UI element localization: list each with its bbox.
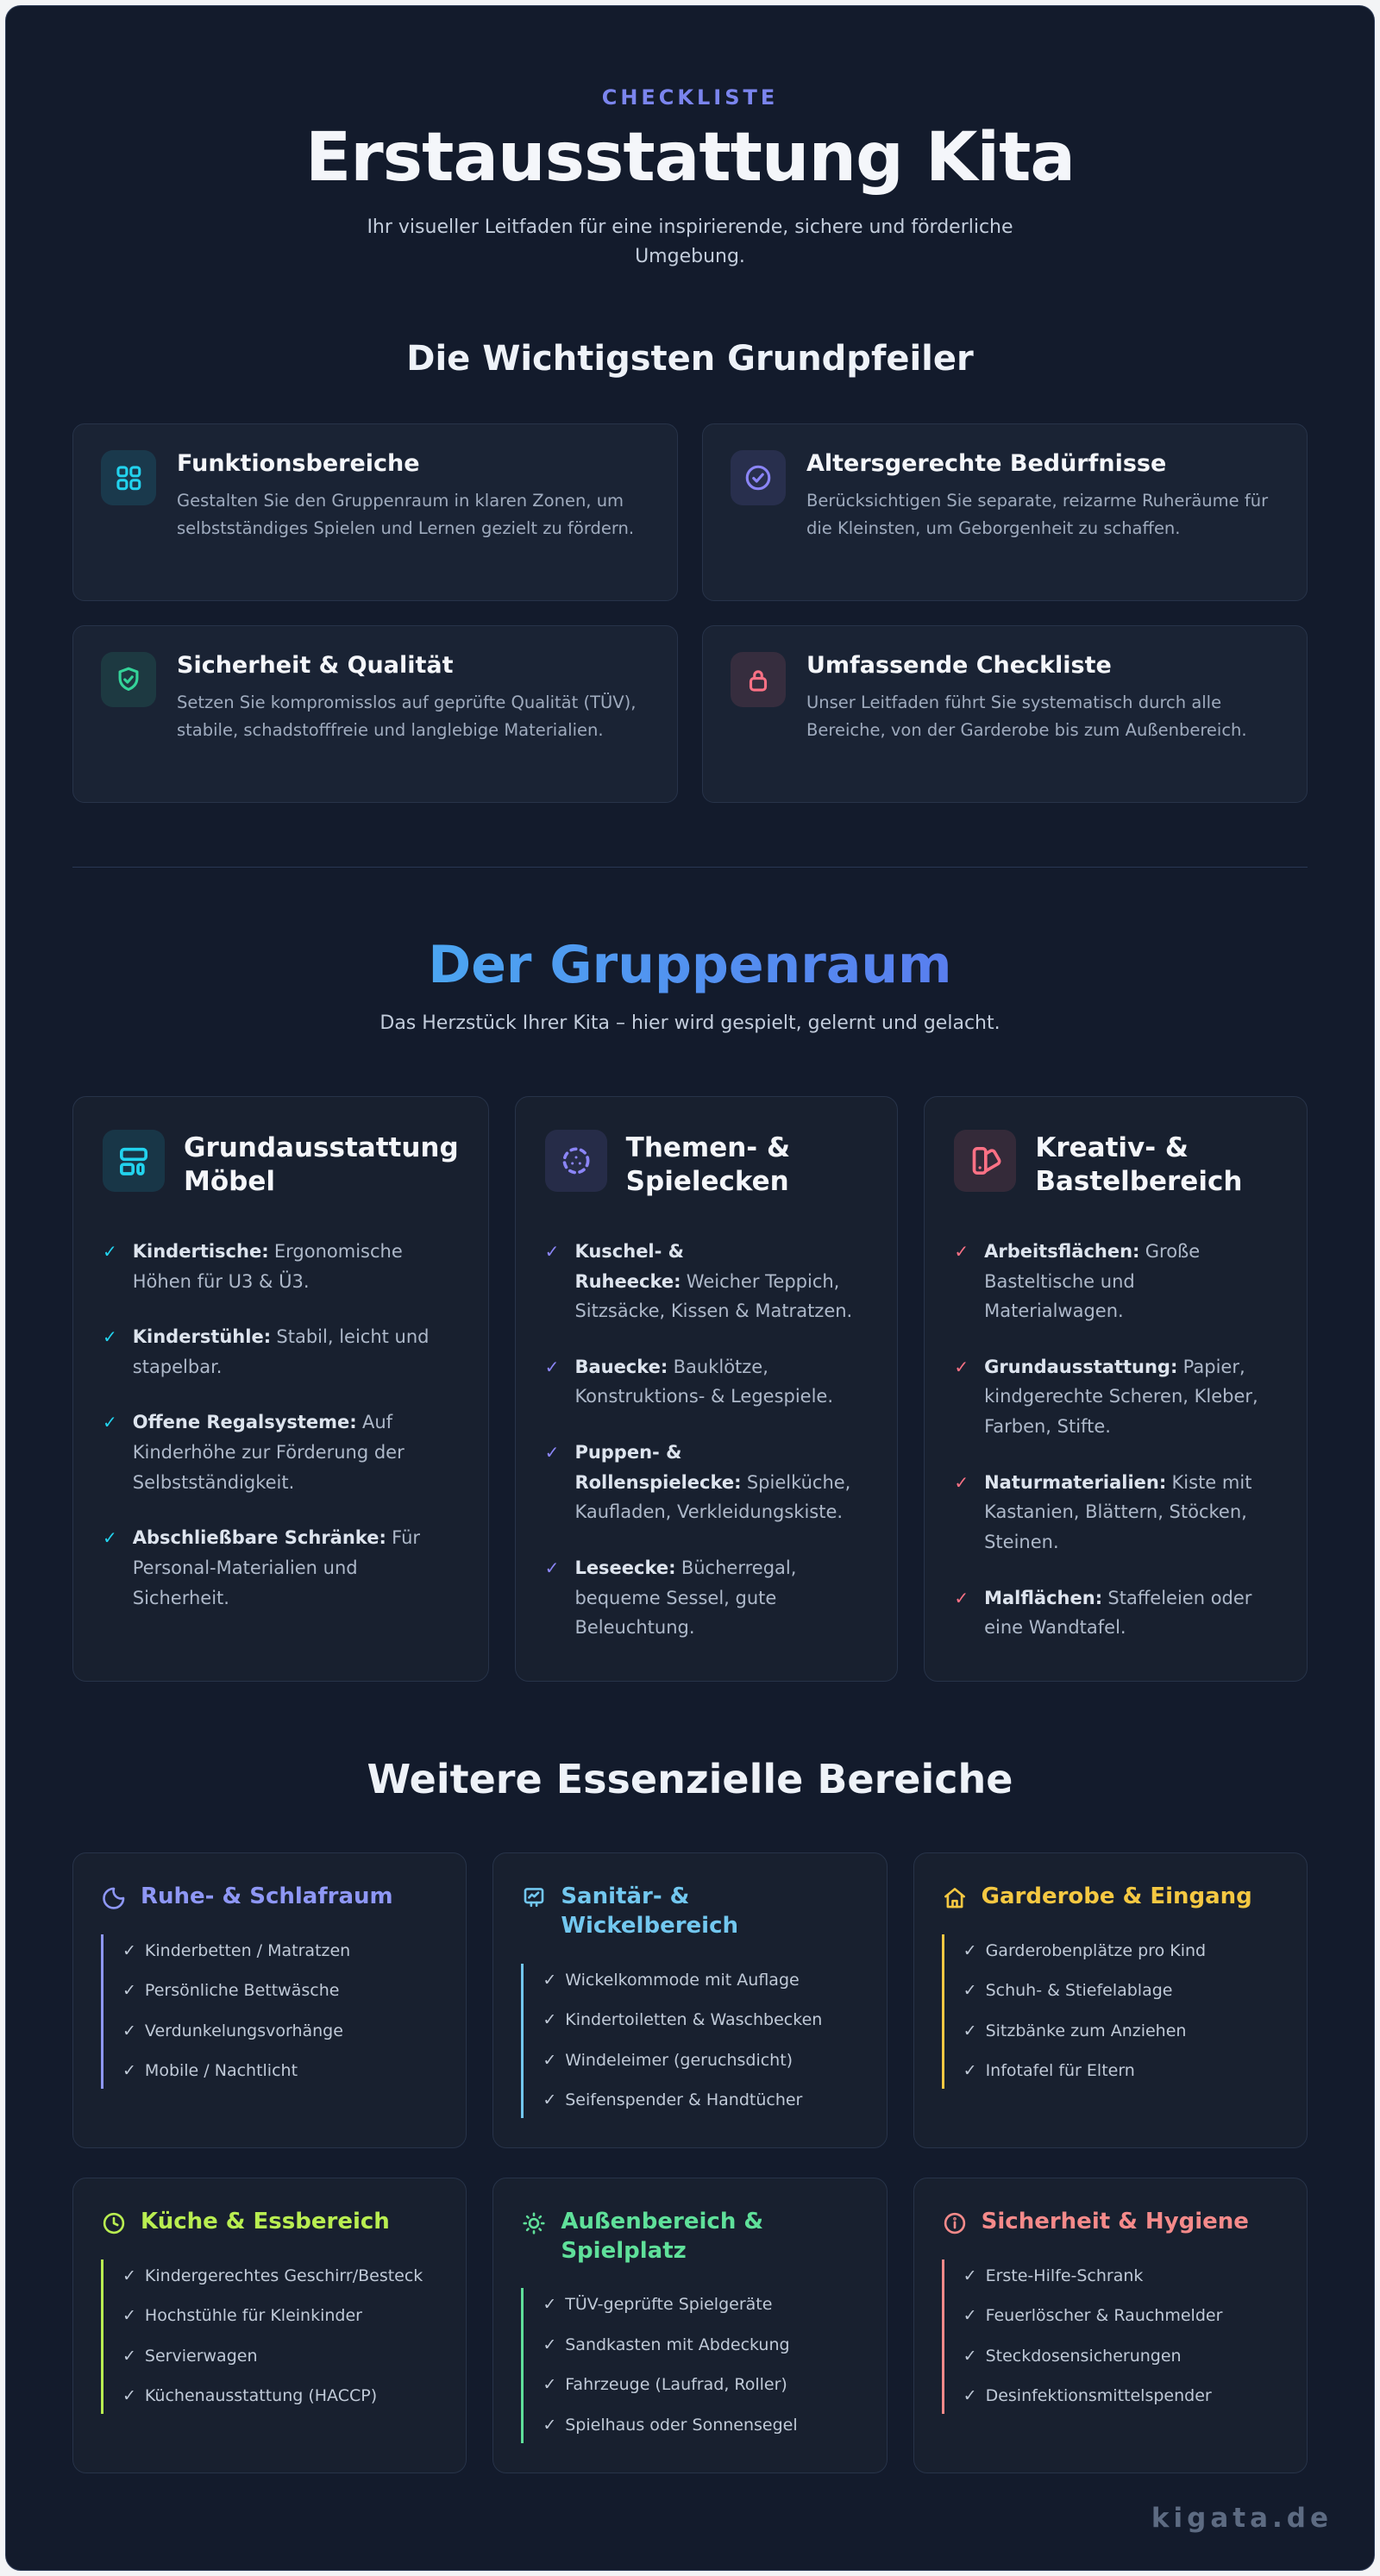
pillar-title: Umfassende Checkliste [806, 652, 1112, 680]
check-icon: ✓ [963, 2306, 977, 2326]
check-icon: ✓ [963, 1981, 977, 2001]
list-item: ✓ Abschließbare Schränke: Für Personal-Materialien und Sicherheit. [103, 1523, 459, 1613]
check-icon: ✓ [103, 1412, 117, 1433]
furniture-icon [103, 1130, 165, 1192]
check-icon: ✓ [122, 1940, 136, 1960]
list-item: ✓ Grundausstattung: Papier, kindgerechte Scheren, Kleber, Farben, Stifte. [954, 1352, 1277, 1442]
bereich-card-wickelbereich [492, 1852, 887, 2148]
check-icon: ✓ [954, 1471, 969, 1493]
checklist-item: ✓ Schuh- & Stiefelablage [963, 1981, 1173, 2001]
checklist-item: ✓ Infotafel für Eltern [963, 2061, 1135, 2081]
checklist-item: ✓ TÜV-geprüfte Spielgeräte [543, 2295, 773, 2315]
check-icon: ✓ [122, 2346, 136, 2366]
gruppenraum-grid [72, 1096, 1308, 1682]
list-item: ✓ Naturmaterialien: Kiste mit Kastanien, Blättern, Stöcken, Steinen. [954, 1468, 1277, 1558]
presentation-chart-icon [521, 1885, 547, 1911]
column-title: Themen- & Spielecken [625, 1132, 791, 1198]
bereich-card-schlafraum [72, 1852, 467, 2148]
page-title: Erstausstattung Kita [304, 119, 1076, 197]
check-icon: ✓ [103, 1527, 117, 1549]
pillar-card-checkliste [702, 625, 1308, 803]
section-heading-grundpfeiler: Die Wichtigsten Grundpfeiler [406, 339, 974, 379]
checklist-item: ✓ Hochstühle für Kleinkinder [122, 2306, 362, 2326]
home-icon [942, 1885, 968, 1911]
check-icon: ✓ [963, 2386, 977, 2406]
grid-icon [101, 450, 156, 505]
list-item: ✓ Leseecke: Bücherregal, bequeme Sessel, gute Beleuchtung. [545, 1553, 869, 1643]
list-item: ✓ Arbeitsflächen: Große Basteltische und Materialwagen. [954, 1237, 1277, 1326]
checklist-item: ✓ Küchenausstattung (HACCP) [122, 2386, 378, 2406]
pillar-text: Gestalten Sie den Gruppenraum in klaren Zonen, um selbstständiges Spielen und Lernen gezielt zu fördern. [177, 491, 635, 538]
check-icon: ✓ [963, 2061, 977, 2081]
check-icon: ✓ [954, 1356, 969, 1377]
bereich-card-hygiene [913, 2178, 1308, 2473]
check-icon: ✓ [543, 2090, 557, 2110]
list-item: ✓ Malflächen: Staffeleien oder eine Wandtafel. [954, 1583, 1277, 1643]
checklist-item: ✓ Seifenspender & Handtücher [543, 2090, 803, 2110]
check-icon: ✓ [103, 1240, 117, 1262]
list-item: ✓ Kuschel- & Ruheecke: Weicher Teppich, Sitzsäcke, Kissen & Matratzen. [545, 1237, 869, 1326]
check-icon: ✓ [122, 2061, 136, 2081]
footer-brand: kigata.de [1151, 2502, 1333, 2534]
lock-icon [731, 652, 786, 707]
check-icon: ✓ [122, 2386, 136, 2406]
check-icon: ✓ [543, 2050, 557, 2070]
check-icon: ✓ [963, 1940, 977, 1960]
check-icon: ✓ [544, 1240, 560, 1262]
bereich-title: Garderobe & Eingang [981, 1883, 1252, 1909]
check-icon: ✓ [103, 1326, 117, 1348]
pillar-title: Funktionsbereiche [177, 450, 420, 478]
list-item: ✓ Bauecke: Bauklötze, Konstruktions- & Legespiele. [545, 1352, 869, 1412]
page-subtitle: Ihr visueller Leitfaden für eine inspirierende, sichere und förderliche Umgebung. [367, 216, 1013, 268]
check-icon: ✓ [963, 2021, 977, 2040]
check-icon: ✓ [543, 1970, 557, 1990]
pillar-card-beduerfnisse [702, 423, 1308, 601]
check-icon: ✓ [954, 1240, 969, 1262]
check-icon: ✓ [543, 2375, 557, 2395]
bereich-title: Sicherheit & Hygiene [981, 2208, 1249, 2234]
check-icon: ✓ [122, 2266, 136, 2285]
checklist-item: ✓ Wickelkommode mit Auflage [543, 1970, 800, 1990]
check-icon: ✓ [543, 2335, 557, 2354]
info-icon [942, 2210, 968, 2236]
checklist-item: ✓ Verdunkelungsvorhänge [122, 2021, 343, 2040]
check-icon: ✓ [122, 2306, 136, 2326]
checklist-item: ✓ Kindertoiletten & Waschbecken [543, 2010, 823, 2030]
list-item: ✓ Kindertische: Ergonomische Höhen für U3 & Ü3. [103, 1237, 459, 1296]
section-heading-gruppenraum: Der Gruppenraum [72, 935, 1308, 995]
list-item: ✓ Kinderstühle: Stabil, leicht und stapelbar. [103, 1322, 459, 1382]
checklist-item: ✓ Windeleimer (geruchsdicht) [543, 2050, 794, 2070]
infographic-panel [5, 5, 1375, 2571]
sun-icon [521, 2210, 547, 2236]
check-icon: ✓ [954, 1587, 969, 1608]
gruppenraum-subtitle: Das Herzstück Ihrer Kita – hier wird gespielt, gelernt und gelacht. [380, 1012, 1000, 1035]
check-icon: ✓ [963, 2346, 977, 2366]
bereich-title: Sanitär- & Wickelbereich [561, 1883, 739, 1939]
section-heading-bereiche: Weitere Essenzielle Bereiche [367, 1755, 1013, 1802]
bereich-title: Ruhe- & Schlafraum [141, 1883, 393, 1909]
bereich-title: Küche & Essbereich [141, 2208, 390, 2234]
checklist-item: ✓ Desinfektionsmittelspender [963, 2386, 1212, 2406]
section-divider [72, 867, 1308, 868]
check-icon: ✓ [963, 2266, 977, 2285]
check-icon: ✓ [543, 2295, 557, 2315]
column-title: Kreativ- & Bastelbereich [1035, 1132, 1243, 1198]
column-card-bastelbereich [924, 1096, 1308, 1682]
pillar-card-sicherheit [72, 625, 678, 803]
check-circle-icon [731, 450, 786, 505]
pillar-text: Berücksichtigen Sie separate, reizarme Ruheräume für die Kleinsten, um Geborgenheit zu schaffen. [806, 491, 1269, 538]
bereich-card-kueche [72, 2178, 467, 2473]
bereich-card-garderobe [913, 1852, 1308, 2148]
checklist-item: ✓ Mobile / Nachtlicht [122, 2061, 298, 2081]
bereiche-grid-row2 [72, 2178, 1308, 2473]
badge-checkliste: CHECKLISTE [601, 85, 779, 110]
bereiche-grid-row1 [72, 1852, 1308, 2148]
swatch-icon [954, 1130, 1016, 1192]
check-icon: ✓ [544, 1442, 560, 1463]
checklist-item: ✓ Sandkasten mit Abdeckung [543, 2335, 790, 2354]
pillar-title: Altersgerechte Bedürfnisse [806, 450, 1167, 478]
bereich-title: Außenbereich & Spielplatz [561, 2208, 764, 2264]
check-icon: ✓ [543, 2415, 557, 2435]
checklist-item: ✓ Kinderbetten / Matratzen [122, 1940, 351, 1960]
column-title: Grundausstattung Möbel [184, 1132, 459, 1198]
check-icon: ✓ [122, 1981, 136, 2001]
checklist-item: ✓ Garderobenplätze pro Kind [963, 1940, 1207, 1960]
checklist-item: ✓ Servierwagen [122, 2346, 258, 2366]
checklist-item: ✓ Erste-Hilfe-Schrank [963, 2266, 1144, 2285]
checklist-item: ✓ Sitzbänke zum Anziehen [963, 2021, 1187, 2040]
checklist-item: ✓ Feuerlöscher & Rauchmelder [963, 2306, 1223, 2326]
moon-icon [101, 1885, 127, 1911]
checklist-item: ✓ Steckdosensicherungen [963, 2346, 1182, 2366]
checklist-item: ✓ Spielhaus oder Sonnensegel [543, 2415, 798, 2435]
checklist-item: ✓ Persönliche Bettwäsche [122, 1981, 340, 2001]
pillar-title: Sicherheit & Qualität [177, 652, 454, 680]
clock-icon [101, 2210, 127, 2236]
pillar-card-funktionsbereiche [72, 423, 678, 601]
column-card-spielecken [515, 1096, 899, 1682]
shield-check-icon [101, 652, 156, 707]
checklist-item: ✓ Fahrzeuge (Laufrad, Roller) [543, 2375, 787, 2395]
check-icon: ✓ [543, 2010, 557, 2030]
shapes-icon [545, 1130, 607, 1192]
pillar-text: Setzen Sie kompromisslos auf geprüfte Qualität (TÜV), stabile, schadstofffreie und langlebige Materialien. [177, 693, 637, 740]
check-icon: ✓ [122, 2021, 136, 2040]
check-icon: ✓ [544, 1558, 560, 1579]
check-icon: ✓ [544, 1356, 560, 1377]
checklist-item: ✓ Kindergerechtes Geschirr/Besteck [122, 2266, 423, 2285]
pillar-text: Unser Leitfaden führt Sie systematisch durch alle Bereiche, von der Garderobe bis zum Außenbereich. [806, 693, 1247, 740]
list-item: ✓ Puppen- & Rollenspielecke: Spielküche, Kaufladen, Verkleidungskiste. [545, 1438, 869, 1527]
column-card-moebel [72, 1096, 489, 1682]
bereich-card-aussenbereich [492, 2178, 887, 2473]
pillar-grid [72, 423, 1308, 803]
list-item: ✓ Offene Regalsysteme: Auf Kinderhöhe zur Förderung der Selbstständigkeit. [103, 1407, 459, 1497]
